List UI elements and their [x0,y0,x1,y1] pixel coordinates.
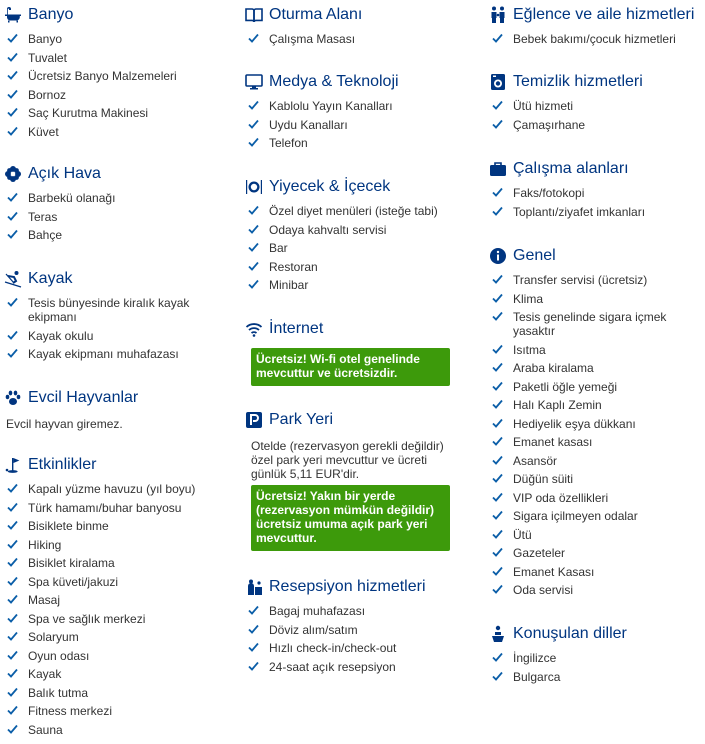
check-icon [7,330,18,341]
amenity-label: Oda servisi [513,583,574,597]
flower-icon [4,165,22,183]
amenity-item [4,686,218,700]
amenity-label: Hiking [28,537,62,552]
amenity-item [489,292,703,306]
section-title: Oturma Alanı [269,6,363,23]
section-acik-hava [4,163,236,247]
check-icon [7,70,18,81]
paw-icon [4,389,22,407]
golf-flag-icon [4,456,22,474]
check-icon [492,436,503,447]
speaker-podium-icon [489,625,507,643]
check-icon [492,529,503,540]
free-label: Ücretsiz! [256,352,307,366]
amenity-item [245,136,459,150]
amenity-item [4,519,218,533]
section-genel [489,245,703,602]
amenity-label: Araba kiralama [513,361,594,375]
section-header [489,158,703,180]
section-title: Etkinlikler [28,456,97,473]
amenity-label: Klima [513,291,544,306]
amenity-item [489,509,703,523]
amenity-item [489,118,703,132]
section-kayak [4,268,236,366]
free-text: Wi-fi otel genelinde mevcuttur ve ücretsizdir. [256,352,420,380]
amenity-list [245,99,477,150]
check-icon [492,510,503,521]
check-icon [7,297,18,308]
amenity-label: Oyun odası [28,648,90,663]
section-note: Evcil hayvan giremez. [6,417,123,431]
amenity-item [489,32,703,46]
section-header [245,176,477,198]
amenity-label: 24-saat açık resepsiyon [269,659,396,674]
amenity-item [4,51,218,65]
check-icon [7,229,18,240]
section-header [4,268,236,290]
amenity-label: Isıtma [513,342,546,357]
check-icon [7,631,18,642]
amenity-item [4,630,218,644]
amenity-label: Tesis bünyesinde kiralık kayak ekipmanı [28,296,190,324]
amenity-item [245,641,459,655]
amenity-list [489,273,703,597]
section-title: Medya & Teknoloji [269,73,399,90]
check-icon [248,224,259,235]
section-note: Otelde (rezervasyon gerekli değildir) özel park yeri mevcuttur ve ücreti günlük 5,11 EUR'dir. [251,439,444,481]
check-icon [248,119,259,130]
bath-icon [4,6,22,24]
amenity-label: Kablolu Yayın Kanalları [269,99,393,113]
amenity-item [489,491,703,505]
section-title: Çalışma alanları [513,160,629,177]
check-icon [7,483,18,494]
check-icon [492,455,503,466]
amenity-item [4,649,218,663]
section-header [4,454,236,476]
check-icon [7,348,18,359]
amenity-label: Döviz alım/satım [269,622,358,637]
check-icon [7,89,18,100]
amenity-list [245,204,477,292]
section-title: Yiyecek & İçecek [269,178,391,195]
amenity-item [4,125,218,139]
section-park [245,409,477,551]
section-header [245,71,477,93]
check-icon [492,311,503,322]
amenity-label: Restoran [269,259,318,274]
check-icon [7,576,18,587]
check-icon [7,539,18,550]
amenity-item [489,454,703,468]
amenity-item [4,482,218,496]
amenity-label: Düğün süiti [513,472,574,486]
amenity-label: Bagaj muhafazası [269,604,366,618]
check-icon [492,362,503,373]
check-icon [248,137,259,148]
amenity-label: Küvet [28,124,59,139]
amenity-label: Sigara içilmeyen odalar [513,509,638,523]
amenity-label: Gazeteler [513,546,566,560]
amenity-label: Solaryum [28,630,79,644]
section-header [489,245,703,267]
amenity-label: Bornoz [28,87,67,102]
section-title: İnternet [269,320,324,337]
amenity-item [489,343,703,357]
amenity-label: Teras [28,209,58,224]
amenity-label: Uydu Kanalları [269,117,348,132]
section-calisma [489,158,703,223]
amenity-label: Tesis genelinde sigara içmek yasaktır [513,310,667,338]
amenity-list [4,482,236,737]
amenity-label: Bulgarca [513,669,561,684]
check-icon [248,661,259,672]
check-icon [7,705,18,716]
amenity-label: Ütü [513,527,532,542]
amenity-item [4,538,218,552]
amenity-item [245,32,459,46]
amenity-label: Transfer servisi (ücretsiz) [513,273,648,287]
amenity-item [489,310,703,338]
check-icon [7,594,18,605]
amenity-item [4,723,218,737]
amenity-item [245,99,459,113]
section-diller [489,623,703,688]
amenity-item [489,380,703,394]
check-icon [492,547,503,558]
amenity-label: Telefon [269,136,308,150]
amenity-item [489,670,703,684]
check-icon [492,293,503,304]
amenity-label: Emanet kasası [513,435,593,449]
amenity-item [4,612,218,626]
check-icon [7,520,18,531]
check-icon [492,206,503,217]
check-icon [492,584,503,595]
section-title: Evcil Hayvanlar [28,389,139,406]
wifi-icon [245,320,263,338]
check-icon [7,192,18,203]
amenity-label: Barbekü olanağı [28,191,116,205]
amenity-label: Banyo [28,32,63,46]
free-text: Yakın bir yerde (rezervasyon mümkün değildir) ücretsiz umuma açık park yeri mevcuttur. [256,489,435,545]
amenity-label: Bisiklet kiralama [28,556,115,570]
amenity-label: Balık tutma [28,685,89,700]
amenity-label: Tuvalet [28,50,67,65]
amenity-item [489,205,703,219]
amenity-item [4,556,218,570]
amenity-item [245,278,459,292]
amenity-item [4,667,218,681]
amenity-list [489,651,703,684]
check-icon [492,418,503,429]
section-temizlik [489,71,703,136]
check-icon [492,652,503,663]
amenity-item [245,223,459,237]
amenity-item [4,106,218,120]
section-internet [245,318,477,386]
amenity-label: Masaj [28,593,61,607]
amenity-item [245,260,459,274]
family-icon [489,6,507,24]
amenity-item [489,417,703,431]
check-icon [7,502,18,513]
check-icon [492,566,503,577]
info-icon [489,247,507,265]
free-highlight-box [251,485,450,551]
check-icon [248,624,259,635]
check-icon [492,473,503,484]
briefcase-icon [489,160,507,178]
check-icon [7,557,18,568]
amenity-item [4,88,218,102]
section-evcil [4,387,236,431]
section-header [245,318,477,340]
washing-machine-icon [489,73,507,91]
section-header [489,71,703,93]
amenity-label: Fitness merkezi [28,704,113,718]
check-icon [492,381,503,392]
section-title: Resepsiyon hizmetleri [269,578,426,595]
amenity-item [489,528,703,542]
amenity-item [489,99,703,113]
amenity-label: Asansör [513,453,558,468]
check-icon [248,642,259,653]
amenity-label: VIP oda özellikleri [513,490,609,505]
section-title: Açık Hava [28,165,101,182]
amenity-item [489,435,703,449]
section-banyo [4,4,236,143]
amenity-item [245,118,459,132]
amenity-label: Kayak ekipmanı muhafazası [28,347,179,361]
amenity-item [4,593,218,607]
section-title: Genel [513,247,556,264]
amenity-label: Çalışma Masası [269,32,356,46]
section-etkinlikler [4,454,236,741]
amenity-item [4,32,218,46]
amenity-item [4,296,218,324]
amenity-label: Ücretsiz Banyo Malzemeleri [28,69,177,83]
book-icon [245,6,263,24]
section-header [245,576,477,598]
amenity-label: Bar [269,241,288,255]
amenity-item [4,191,218,205]
section-header [489,4,703,26]
check-icon [492,100,503,111]
section-title: Temizlik hizmetleri [513,73,643,90]
amenity-label: Kayak okulu [28,328,94,343]
amenity-label: Halı Kaplı Zemin [513,398,602,412]
amenity-label: Spa ve sağlık merkezi [28,611,146,626]
amenity-label: Ütü hizmeti [513,99,574,113]
amenity-list [4,32,236,139]
amenity-item [4,704,218,718]
amenity-item [489,273,703,287]
amenity-item [245,204,459,218]
check-icon [7,211,18,222]
amenity-label: Spa küveti/jakuzi [28,574,119,589]
amenity-item [489,186,703,200]
amenity-item [245,241,459,255]
amenity-item [245,604,459,618]
monitor-icon [245,73,263,91]
amenity-label: Sauna [28,722,63,737]
amenity-label: İngilizce [513,651,557,665]
section-header [489,623,703,645]
check-icon [492,187,503,198]
check-icon [7,668,18,679]
amenity-list [489,32,703,46]
amenity-item [245,660,459,674]
check-icon [7,724,18,735]
amenity-item [489,398,703,412]
amenity-list [4,296,236,361]
section-oturma [245,4,477,51]
amenity-item [489,583,703,597]
amenity-label: Emanet Kasası [513,564,595,579]
check-icon [492,33,503,44]
amenity-label: Minibar [269,278,309,292]
section-eglence [489,4,703,51]
check-icon [248,279,259,290]
check-icon [248,242,259,253]
amenity-label: Paketli öğle yemeği [513,379,618,394]
check-icon [7,613,18,624]
amenity-label: Saç Kurutma Makinesi [28,106,149,120]
amenity-label: Toplantı/ziyafet imkanları [513,204,646,219]
amenity-list [489,186,703,219]
amenity-item [4,347,218,361]
check-icon [7,33,18,44]
check-icon [248,100,259,111]
amenity-item [489,651,703,665]
amenity-label: Bahçe [28,228,63,242]
section-resepsiyon [245,576,477,678]
free-label: Ücretsiz! [256,489,307,503]
amenity-item [489,565,703,579]
check-icon [492,492,503,503]
section-title: Banyo [28,6,74,23]
amenity-list [4,191,236,242]
amenity-list [245,32,477,46]
amenity-label: Hızlı check-in/check-out [269,641,397,655]
check-icon [492,399,503,410]
check-icon [7,650,18,661]
plate-cutlery-icon [245,178,263,196]
section-yiyecek [245,176,477,297]
amenity-list [245,604,477,674]
amenity-label: Kayak [28,667,62,681]
check-icon [492,119,503,130]
skier-icon [4,270,22,288]
amenity-item [489,472,703,486]
amenity-label: Özel diyet menüleri (isteğe tabi) [269,204,438,218]
amenity-item [4,501,218,515]
amenity-label: Çamaşırhane [513,117,586,132]
amenity-list [489,99,703,132]
check-icon [248,605,259,616]
amenity-item [4,329,218,343]
check-icon [492,344,503,355]
amenity-item [4,210,218,224]
amenity-label: Faks/fotokopi [513,186,585,200]
free-highlight-box [251,348,450,386]
section-title: Kayak [28,270,73,287]
check-icon [248,33,259,44]
amenity-item [489,361,703,375]
section-header [4,163,236,185]
check-icon [7,52,18,63]
reception-icon [245,578,263,596]
check-icon [248,261,259,272]
check-icon [248,205,259,216]
check-icon [7,687,18,698]
amenity-label: Bebek bakımı/çocuk hizmetleri [513,32,676,46]
amenity-label: Odaya kahvaltı servisi [269,222,387,237]
section-header [4,387,236,409]
section-header [245,409,477,431]
check-icon [492,671,503,682]
parking-icon [245,411,263,429]
section-header [245,4,477,26]
check-icon [7,126,18,137]
amenity-label: Hediyelik eşya dükkanı [513,416,636,431]
check-icon [492,274,503,285]
amenity-label: Türk hamamı/buhar banyosu [28,500,182,515]
check-icon [7,107,18,118]
amenity-label: Bisiklete binme [28,519,109,533]
amenity-item [245,623,459,637]
section-title: Park Yeri [269,411,334,428]
amenity-label: Kapalı yüzme havuzu (yıl boyu) [28,482,196,496]
section-medya [245,71,477,155]
section-title: Eğlence ve aile hizmetleri [513,6,695,23]
amenity-item [4,69,218,83]
section-title: Konuşulan diller [513,625,627,642]
amenity-item [489,546,703,560]
section-header [4,4,236,26]
amenity-item [4,575,218,589]
amenity-item [4,228,218,242]
